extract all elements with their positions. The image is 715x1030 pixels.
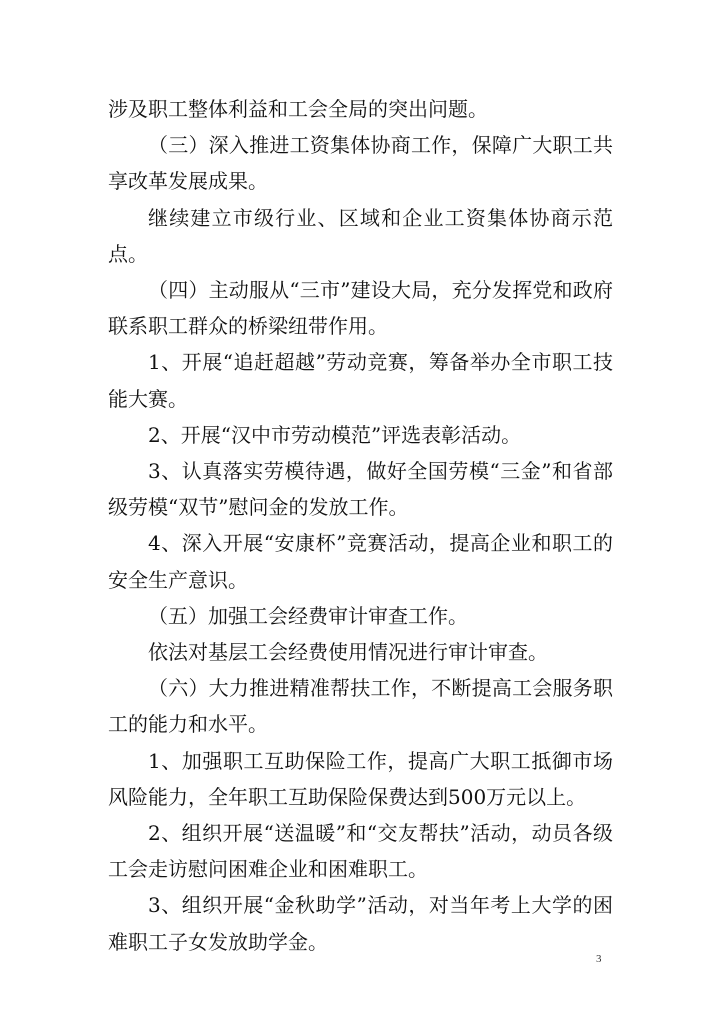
paragraph-4: （四）主动服从“三市”建设大局，充分发挥党和政府联系职工群众的桥梁纽带作用。 [108, 278, 613, 339]
paragraph-3: 继续建立市级行业、区域和企业工资集体协商示范点。 [108, 205, 613, 266]
paragraph-10: 依法对基层工会经费使用情况进行审计审查。 [148, 640, 548, 665]
paragraph-7: 3、认真落实劳模待遇，做好全国劳模“三金”和省部级劳模“双节”慰问金的发放工作。 [108, 459, 613, 520]
paragraph-12: 1、加强职工互助保险工作，提高广大职工抵御市场风险能力，全年职工互助保险保费达到500万元以上。 [108, 748, 613, 809]
paragraph-5: 1、开展“追赶超越”劳动竞赛，筹备举办全市职工技能大赛。 [108, 350, 613, 411]
document-body [108, 91, 613, 960]
paragraph-11: （六）大力推进精准帮扶工作，不断提高工会服务职工的能力和水平。 [108, 676, 613, 737]
paragraph-9: （五）加强工会经费审计审查工作。 [148, 603, 468, 628]
paragraph-2: （三）深入推进工资集体协商工作，保障广大职工共享改革发展成果。 [108, 133, 613, 194]
paragraph-13: 2、组织开展“送温暖”和“交友帮扶”活动，动员各级工会走访慰问困难企业和困难职工。 [108, 821, 613, 882]
paragraph-1: 涉及职工整体利益和工会全局的突出问题。 [108, 97, 488, 121]
paragraph-14: 3、组织开展“金秋助学”活动，对当年考上大学的困难职工子女发放助学金。 [108, 893, 613, 954]
paragraph-6: 2、开展“汉中市劳动模范”评选表彰活动。 [148, 422, 522, 447]
page-number: 3 [596, 953, 602, 965]
paragraph-8: 4、深入开展“安康杯”竞赛活动，提高企业和职工的安全生产意识。 [108, 531, 613, 592]
